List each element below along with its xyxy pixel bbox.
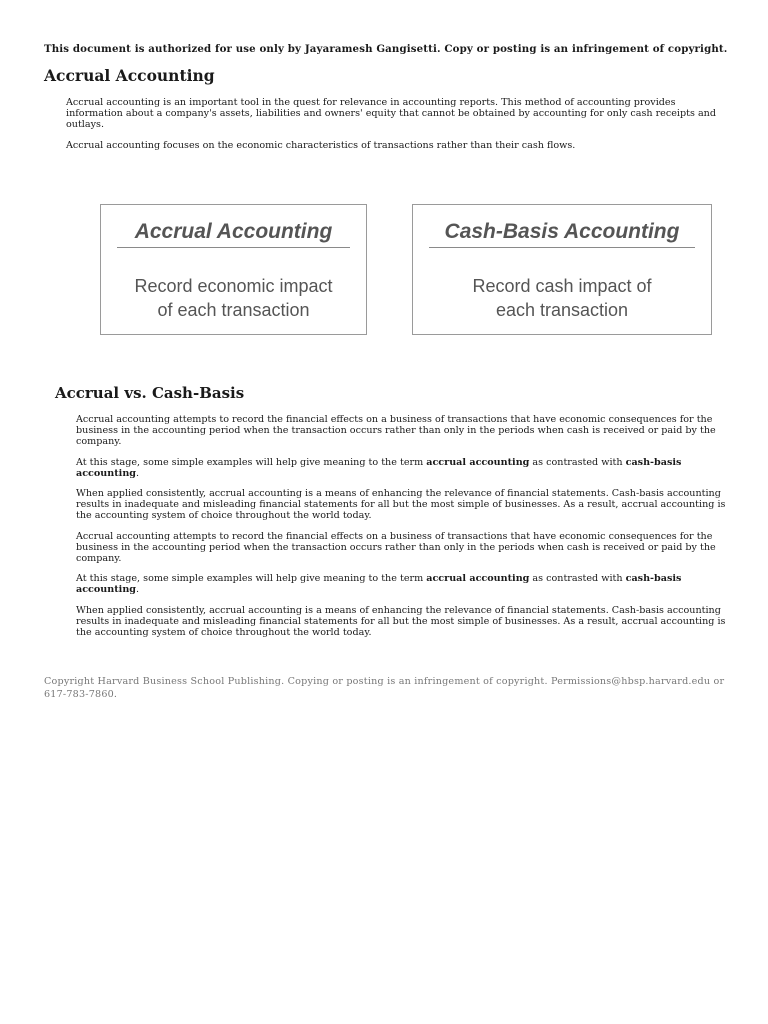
intro-section bbox=[66, 97, 730, 160]
cash-card-line-1: Record cash impact of bbox=[472, 276, 652, 296]
cash-card-line-2: each transaction bbox=[495, 300, 629, 320]
intro-paragraph-2: Accrual accounting focuses on the economic characteristics of transactions rather than their cash flows. bbox=[66, 139, 576, 151]
cash-card-title: Cash-Basis Accounting bbox=[444, 220, 680, 243]
body-paragraph: When applied consistently, accrual accounting is a means of enhancing the relevance of financial statements. Cash-basis accounting results in inadequate and misleading financial statements for all but the most simple of businesses. As a result, accrual accounting is the accounting system of choice throughout the world today. bbox=[76, 488, 726, 522]
section-title-accrual-vs-cash-basis: Accrual vs. Cash-Basis bbox=[55, 384, 245, 402]
accrual-accounting-card bbox=[100, 204, 367, 335]
comparison-section bbox=[76, 414, 728, 647]
body-paragraph: Accrual accounting attempts to record the financial effects on a business of transactions that have economic consequences for the business in the accounting period when the transaction occurs rather than only in the periods when cash is received or paid by the company. bbox=[76, 530, 716, 565]
body-paragraph: At this stage, some simple examples will help give meaning to the term accrual accounting as contrasted with cash-basis accounting. bbox=[76, 573, 682, 596]
body-paragraph: When applied consistently, accrual accounting is a means of enhancing the relevance of financial statements. Cash-basis accounting results in inadequate and misleading financial statements for all but the most simple of businesses. As a result, accrual accounting is the accounting system of choice throughout the world today. bbox=[76, 604, 726, 639]
accrual-card-title: Accrual Accounting bbox=[134, 220, 333, 243]
body-paragraph: Accrual accounting attempts to record the financial effects on a business of transactions that have economic consequences for the business in the accounting period when the transaction occurs rather than only in the periods when cash is received or paid by the company. bbox=[76, 414, 716, 448]
accrual-card-line-2: of each transaction bbox=[157, 300, 310, 320]
section-title-accrual-accounting: Accrual Accounting bbox=[44, 66, 215, 85]
accrual-card-divider bbox=[117, 247, 350, 248]
body-paragraph: At this stage, some simple examples will help give meaning to the term accrual accounting as contrasted with cash-basis accounting. bbox=[76, 456, 682, 479]
term-cash-basis-accounting: cash-basis accounting bbox=[76, 456, 682, 479]
term-cash-basis-accounting: cash-basis accounting bbox=[76, 573, 682, 596]
cash-card-body bbox=[413, 274, 711, 322]
cash-card-divider bbox=[429, 247, 695, 248]
intro-paragraph-1: Accrual accounting is an important tool in the quest for relevance in accounting reports. This method of accounting provides information about a company's assets, liabilities and owners' equity that cannot be obtained by accounting for only cash receipts and outlays. bbox=[66, 97, 716, 131]
accrual-card-line-1: Record economic impact bbox=[134, 276, 333, 296]
accrual-card-body bbox=[101, 274, 366, 322]
term-accrual-accounting: accrual accounting bbox=[426, 573, 530, 585]
cash-basis-accounting-card bbox=[412, 204, 712, 335]
copyright-footer: Copyright Harvard Business School Publishing. Copying or posting is an infringement of copyright. Permissions@hbsp.harvard.edu or 617-783-7860. bbox=[44, 676, 725, 700]
copyright-notice: This document is authorized for use only by Jayaramesh Gangisetti. Copy or posting is an infringement of copyright. bbox=[44, 43, 728, 55]
term-accrual-accounting: accrual accounting bbox=[426, 456, 530, 468]
